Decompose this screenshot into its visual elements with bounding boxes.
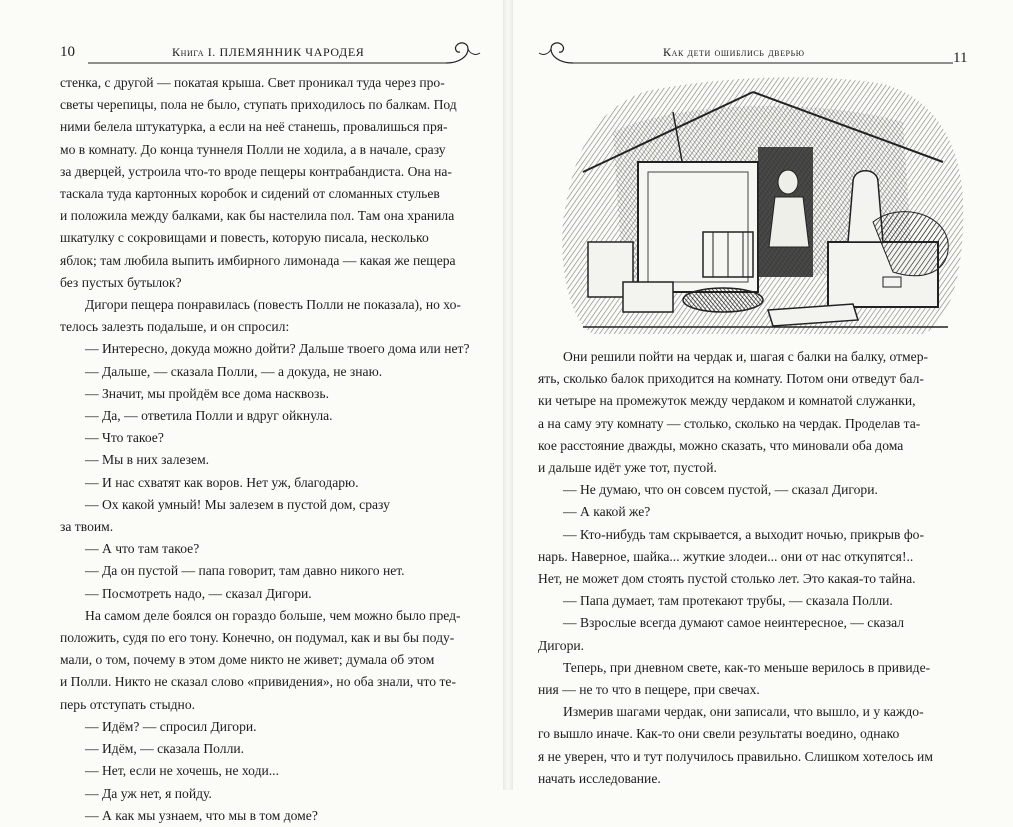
left-page	[0, 0, 503, 823]
right-running-title: Как дети ошиблись дверью	[663, 45, 805, 59]
text-line: Теперь, при дневном свете, как-то меньше верилось в привиде-	[563, 659, 931, 675]
text-line: — Мы в них залезем.	[85, 452, 210, 468]
text-line: за дверцей, устроила что-то вроде пещеры контрабандиста. Она на-	[60, 163, 452, 179]
text-line: — Да, — ответила Полли и вдруг ойкнула.	[85, 408, 333, 424]
text-line: — Значит, мы пройдём все дома насквозь.	[85, 385, 330, 401]
text-line: — Не думаю, что он совсем пустой, — сказал Дигори.	[563, 482, 878, 498]
text-line: положить, судя по его тону. Конечно, он подумал, как и вы бы поду-	[60, 630, 455, 646]
text-line: Нет, не может дом стоять пустой столько лет. Это какая-то тайна.	[538, 571, 916, 587]
text-line: — Идём? — спросил Дигори.	[85, 718, 257, 734]
text-line: таскала туда картонных коробок и сидений от сломанных стульев	[60, 186, 440, 202]
text-line: кое расстояние дважды, можно сказать, что миновали оба дома	[538, 437, 904, 453]
text-line: На самом деле боялся он гораздо больше, чем можно было пред-	[85, 607, 461, 623]
text-line: Измерив шагами чердак, они записали, что вышло, и у каждо-	[563, 704, 924, 720]
text-line: го вышло иначе. Как-то они свели результаты воедино, однако	[538, 726, 900, 742]
left-running-header	[0, 38, 503, 72]
right-running-header	[513, 38, 1013, 72]
text-line: нарь. Наверное, шайка... жуткие злодеи... они от нас откупятся!..	[538, 548, 914, 564]
text-line: — Нет, если не хочешь, не ходи...	[85, 763, 279, 779]
text-line: — А что там такое?	[85, 541, 200, 557]
text-line: — Да он пустой — папа говорит, там давно никого нет.	[85, 563, 405, 579]
text-line: Дигори пещера понравилась (повесть Полли не показала), но хо-	[85, 297, 461, 313]
text-line: Дигори.	[538, 637, 585, 653]
text-line: — Да уж нет, я пойду.	[85, 785, 212, 801]
text-line: ки четыре на промежуток между чердаком и комнатой служанки,	[538, 393, 916, 409]
left-body-text	[60, 72, 472, 827]
text-line: — Ох какой умный! Мы залезем в пустой дом, сразу	[85, 496, 390, 512]
text-line: — Посмотреть надо, — сказал Дигори.	[85, 585, 312, 601]
text-line: мо в комнату. До конца туннеля Полли не ходила, а в начале, сразу	[60, 141, 446, 157]
text-line: а на саму эту комнату — столько, сколько на чердак. Проделав та-	[538, 415, 921, 431]
text-line: — Кто-нибудь там скрывается, а выходит ночью, прикрыв фо-	[563, 526, 924, 542]
text-line: — Папа думает, там протекают трубы, — сказала Полли.	[563, 593, 893, 609]
text-line: — Что такое?	[85, 430, 164, 446]
text-line: я не уверен, что и тут получилось правильно. Слишком хотелось им	[538, 748, 933, 764]
text-line: — И нас схватят как воров. Нет уж, благодарю.	[85, 474, 359, 490]
right-body-text	[538, 346, 953, 790]
right-page-number: 11	[953, 50, 968, 66]
text-line: и положила между балками, как бы настелила пол. Там она хранила	[60, 208, 455, 224]
text-line: — А как мы узнаем, что мы в том доме?	[85, 807, 318, 823]
text-line: ять, сколько балок приходится на комнату. Потом они отведут бал-	[538, 371, 924, 387]
text-line: начать исследование.	[538, 770, 661, 786]
text-line: — Взрослые всегда думают самое неинтересное, — сказал	[563, 615, 905, 631]
left-running-title: Книга I. ПЛЕМЯННИК ЧАРОДЕЯ	[172, 45, 365, 59]
text-line: — Дальше, — сказала Полли, — а докуда, не знаю.	[85, 363, 383, 379]
attic-illustration	[553, 72, 971, 342]
text-line: и Полли. Никто не сказал слово «привидения», но оба знали, что те-	[60, 674, 456, 690]
text-line: Они решили пойти на чердак и, шагая с балки на балку, отмер-	[563, 349, 929, 364]
text-line: перь отступать стыдно.	[60, 696, 196, 712]
text-line: — Интересно, докуда можно дойти? Дальше твоего дома или нет?	[85, 341, 470, 357]
text-line: стенка, с другой — покатая крыша. Свет проникал туда через про-	[60, 75, 445, 90]
text-line: за твоим.	[60, 519, 114, 535]
text-line: — А какой же?	[563, 504, 651, 520]
text-line: яблок; там любила выпить имбирного лимонада — какая же пещера	[60, 252, 456, 268]
text-line: и дальше идёт уже тот, пустой.	[538, 460, 717, 476]
text-line: — Идём, — сказала Полли.	[85, 741, 245, 757]
book-gutter	[503, 0, 513, 790]
right-page	[513, 0, 1013, 790]
text-line: мали, о том, почему в этом доме никто не живет; думала об этом	[60, 652, 435, 668]
text-line: телось залезть подальше, и он спросил:	[60, 319, 290, 335]
text-line: шкатулку с сокровищами и повесть, которую писала, несколько	[60, 230, 429, 246]
left-page-number: 10	[60, 44, 75, 60]
text-line: светы черепицы, пола не было, ступать приходилось по балкам. Под	[60, 97, 457, 113]
text-line: ними белела штукатурка, а если на неё станешь, провалишься пря-	[60, 119, 448, 135]
text-line: ния — не то что в пещере, при свечах.	[538, 682, 760, 698]
text-line: без пустых бутылок?	[60, 274, 182, 290]
